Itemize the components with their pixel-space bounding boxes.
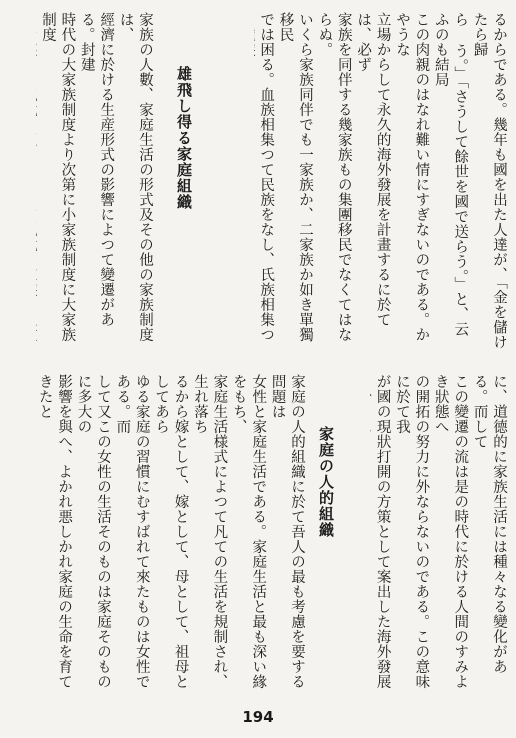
section-heading: 雄飛し得る家庭組織 [175,66,193,210]
top-text-part1 [254,12,508,350]
text-line: に、道德的に家族生活には種々なる變化がある。而して [471,374,507,674]
text-line [36,12,38,350]
text-line: 家庭の人的組織に於て吾人の最も考慮を要する問題は [269,374,305,689]
text-line: 影響を與へ、よかれ悪しかれ家庭の生命を育てきたと [36,374,73,689]
text-line: るから嫁として、嫁として、母として、祖母としてあら [153,374,189,689]
text-line: この肉親のはなれ難い情にすぎないのである。かやうな [393,12,430,342]
page-number: 194 [242,708,274,726]
bottom-text-part1 [370,374,508,702]
text-line: ゆる家庭の習慣にむすばれて來たものは女性である。而 [114,374,150,689]
text-line: この變遷の流は是の時代に於ける人間のすみよき狀態へ [432,374,469,689]
text-line: るからである。幾年も國を出た人達が、「金を儲けたら歸 [471,12,507,350]
text-line: いくら家族同伴でも一家族か、二家族か如き單獨移民 [277,12,313,342]
text-line: が國の現狀打開の方策として案出した海外發展 [374,374,391,689]
text-line: 家族を同伴する幾家族もの集團移民でなくてはならぬ。 [316,12,352,342]
text-line: 經濟に於ける生産形式の影響によつて變遷がある。封建 [78,12,115,327]
text-line: ら う。」「さうして餘世を國で送らう。」と、云ふのも結局 [432,12,469,337]
text-line: 家庭生活様式によつて凡ての生活を規制され、生れ落ち [191,374,228,689]
text-line: の開拓の努力に外ならないのである。この意味に於て我 [393,374,430,689]
bottom-text-part2 [36,374,306,702]
text-line: して又この女性の生活そのものは家庭そのものに多大の [75,374,111,689]
text-line: では困る。血族相集つて民族をなし、氏族相集つ [258,12,275,342]
text-line: 女性と家庭生活である。家庭生活と最も深い緣をもち、 [230,374,267,689]
text-line: 家族の人數、家庭生活の形式及その他の家族制度は、 [117,12,153,342]
text-line: 立場からして永久的海外發展を計畫するに於ては、必ず [355,12,391,327]
top-text-part2 [36,12,154,350]
text-line: 時代の大家族制度より次第に小家族制度に大家族制度 [39,12,76,342]
section-heading: 家庭の人的組織 [317,426,335,538]
